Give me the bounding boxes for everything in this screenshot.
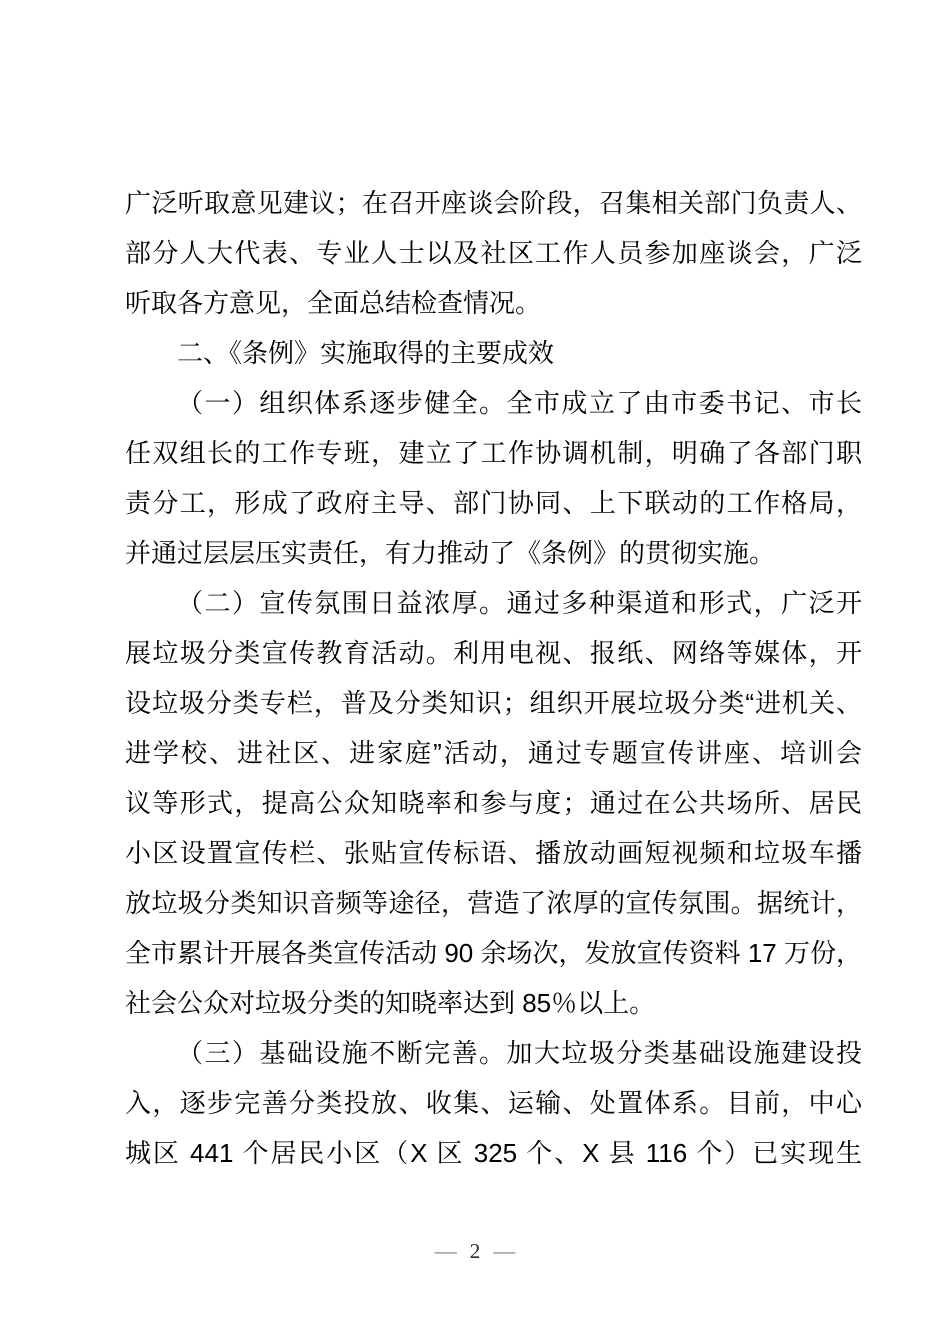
- text-line: 放垃圾分类知识音频等途径，营造了浓厚的宣传氛围。据统计，: [125, 888, 862, 918]
- text-line: 进学校、进社区、进家庭”活动，通过专题宣传讲座、培训会: [125, 738, 862, 768]
- text-line: 设垃圾分类专栏，普及分类知识；组织开展垃圾分类“进机关、: [125, 688, 862, 718]
- text-line: 社会公众对垃圾分类的知晓率达到 85％以上。: [125, 988, 656, 1018]
- footer-dash-left: —: [434, 1238, 457, 1263]
- text-line: 议等形式，提高公众知晓率和参与度；通过在公共场所、居民: [125, 788, 862, 818]
- text-line: 二、《条例》实施取得的主要成效: [177, 338, 555, 368]
- document-body: [125, 178, 862, 1178]
- text-line: 全市累计开展各类宣传活动 90 余场次，发放宣传资料 17 万份，: [125, 938, 862, 968]
- footer-dash-right: —: [493, 1238, 516, 1263]
- text-line: 并通过层层压实责任，有力推动了《条例》的贯彻实施。: [125, 538, 776, 568]
- text-line: 任双组长的工作专班，建立了工作协调机制，明确了各部门职: [125, 438, 862, 468]
- text-line: （二）宣传氛围日益浓厚。通过多种渠道和形式，广泛开: [177, 588, 862, 618]
- page-number: 2: [469, 1239, 481, 1263]
- text-line: 城区 441 个居民小区（X 区 325 个、X 县 116 个）已实现生: [125, 1138, 862, 1168]
- text-line: 展垃圾分类宣传教育活动。利用电视、报纸、网络等媒体，开: [125, 638, 862, 668]
- text-line: 部分人大代表、专业人士以及社区工作人员参加座谈会，广泛: [125, 238, 862, 268]
- text-line: 听取各方意见，全面总结检查情况。: [125, 288, 542, 318]
- text-line: 责分工，形成了政府主导、部门协同、上下联动的工作格局，: [125, 488, 862, 518]
- text-line: （一）组织体系逐步健全。全市成立了由市委书记、市长: [177, 388, 862, 418]
- text-line: （三）基础设施不断完善。加大垃圾分类基础设施建设投: [177, 1038, 862, 1068]
- text-line: 广泛听取意见建议；在召开座谈会阶段，召集相关部门负责人、: [125, 188, 862, 218]
- text-line: 入，逐步完善分类投放、收集、运输、处置体系。目前，中心: [125, 1088, 862, 1118]
- page-footer: [0, 1236, 950, 1266]
- text-line: 小区设置宣传栏、张贴宣传标语、播放动画短视频和垃圾车播: [125, 838, 862, 868]
